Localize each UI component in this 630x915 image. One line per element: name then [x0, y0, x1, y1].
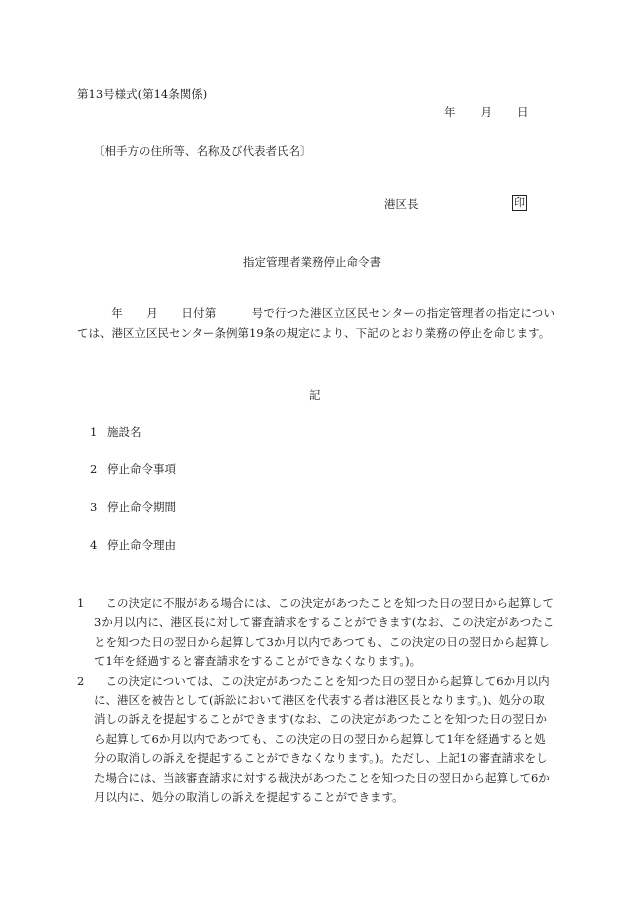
- date-month: 月: [480, 105, 492, 119]
- note-1: [77, 594, 555, 672]
- note-2: [77, 672, 555, 808]
- body-text: [77, 304, 555, 343]
- item-4: [90, 537, 176, 553]
- ki-label: 記: [309, 388, 321, 402]
- date-year: 年: [444, 105, 456, 119]
- note-text: この決定については、この決定があつたことを知つた日の翌日から起算して6か月以内に、港区を被告として(訴訟において港区を代表する者は港区長となります。)、処分の取消しの訴えを提起することができます(なお、この決定があつたことを知つた日の翌日から起算して6か月以内であつても、この決定の日の翌日から起算して1年を経過すると処分の取消しの訴えを提起することができなくなります。)。ただし、上記1の審査請求をした場合には、当該審査請求に対する裁決があつたことを知つた日の翌日から起算して6か月以内に、処分の取消しの訴えを提起することができます。: [94, 673, 550, 805]
- item-label: 停止命令期間: [107, 500, 176, 514]
- body-paragraph: 年 月 日付第 号で行つた港区立区民センターの指定管理者の指定については、港区立区民センター条例第19条の規定により、下記のとおり業務の停止を命じます。: [77, 306, 555, 340]
- item-number: 4: [90, 538, 98, 552]
- note-text: この決定に不服がある場合には、この決定があつたことを知つた日の翌日から起算して3か月以内に、港区長に対して審査請求をすることができます(なお、この決定があつたことを知つた日の翌日から起算して3か月以内であつても、この決定の日の翌日から起算して1年を経過すると審査請求をすることができなくなります。)。: [94, 596, 555, 669]
- item-2: [90, 461, 176, 477]
- document-title: 指定管理者業務停止命令書: [243, 255, 381, 269]
- issuer-title: 港区長: [384, 197, 419, 211]
- item-1: [90, 424, 142, 440]
- item-number: 3: [90, 500, 98, 514]
- item-number: 2: [90, 462, 98, 476]
- note-number: 1: [77, 596, 85, 610]
- date-line: [444, 104, 529, 120]
- item-number: 1: [90, 425, 98, 439]
- notes: [77, 594, 555, 807]
- item-label: 施設名: [107, 425, 142, 439]
- note-number: 2: [77, 673, 85, 688]
- form-number: 第13号様式(第14条関係): [77, 87, 208, 101]
- item-label: 停止命令理由: [107, 538, 176, 552]
- date-day: 日: [517, 105, 529, 119]
- seal-mark: 印: [514, 196, 525, 209]
- item-label: 停止命令事項: [107, 462, 176, 476]
- item-3: [90, 499, 176, 515]
- addressee: 〔相手方の住所等、名称及び代表者氏名〕: [93, 144, 312, 158]
